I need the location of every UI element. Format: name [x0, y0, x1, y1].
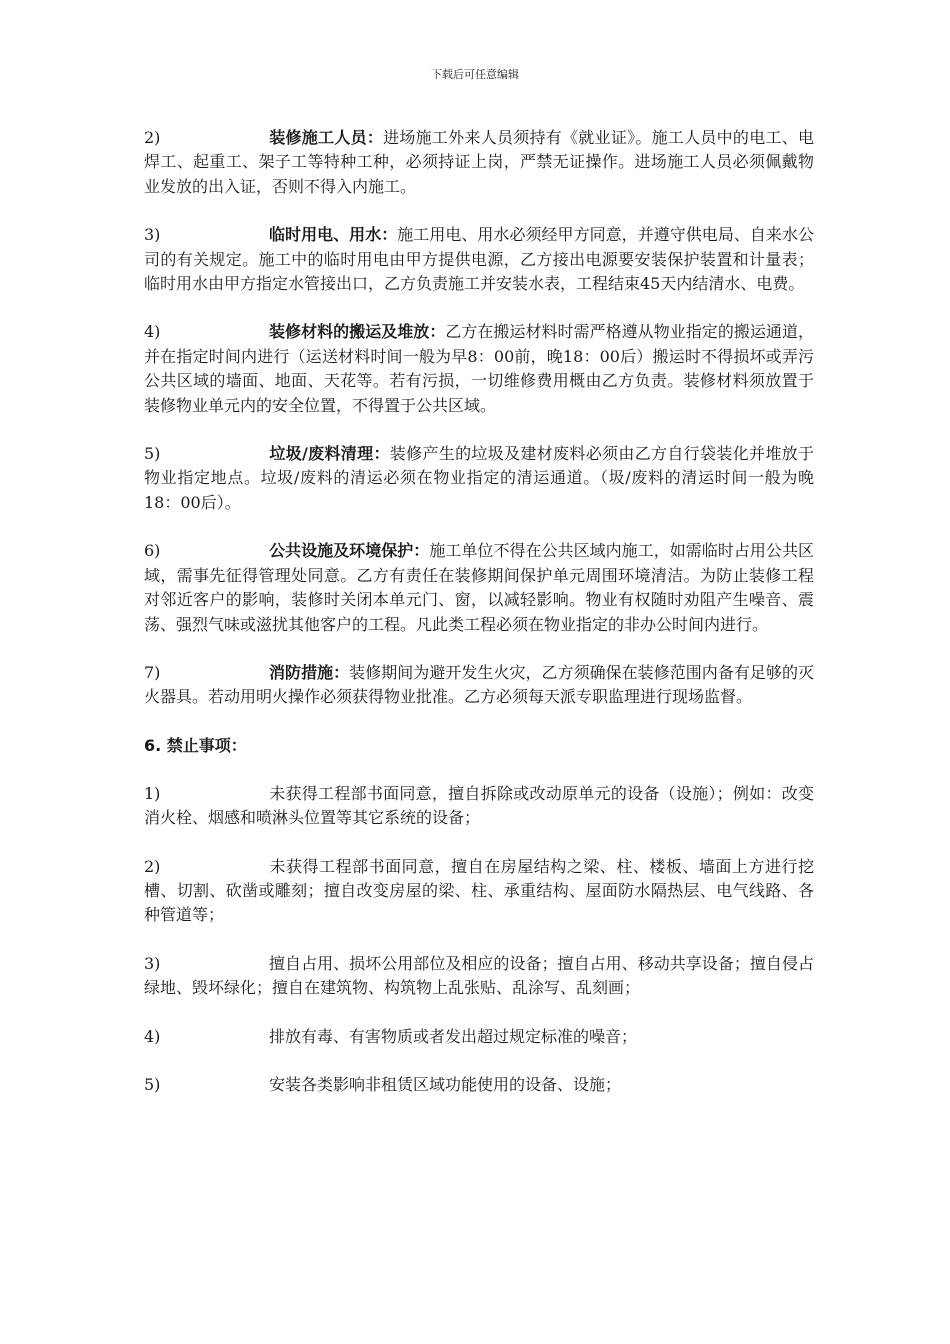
clause-title: 垃圾/废料清理：	[269, 444, 390, 464]
clause-number: 6)	[144, 541, 161, 561]
prohibition-1	[144, 782, 814, 831]
clause-4	[144, 320, 814, 418]
clause-number: 3)	[144, 225, 161, 245]
clause-number: 4)	[144, 322, 161, 342]
prohibition-text: 未获得工程部书面同意，擅自在房屋结构之梁、柱、楼板、墙面上方进行挖槽、切割、砍凿或雕刻；擅自改变房屋的梁、柱、承重结构、屋面防水隔热层、电气线路、各种管道等；	[144, 856, 814, 925]
clause-text: 乙方在搬运材料时需严格遵从物业指定的搬运通道，并在指定时间内进行（运送材料时间一般为早8：00前，晚18：00后）搬运时不得损坏或弄污公共区域的墙面、地面、天花等。若有污损，一切维修费用概由乙方负责。装修材料须放置于装修物业单元内的安全位置，不得置于公共区域。	[144, 322, 814, 415]
clause-title: 装修材料的搬运及堆放：	[269, 322, 446, 342]
clause-text: 装修产生的垃圾及建材废料必须由乙方自行袋装化并堆放于物业指定地点。垃圾/废料的清运必须在物业指定的清运通道。（圾/废料的清运时间一般为晚18：00后）。	[144, 444, 814, 512]
clause-number: 2)	[144, 128, 161, 147]
prohibition-text: 排放有毒、有害物质或者发出超过规定标准的噪音；	[269, 1026, 638, 1046]
clause-3	[144, 223, 814, 296]
prohibition-text: 擅自占用、损坏公用部位及相应的设备；擅自占用、移动共享设备；擅自侵占绿地、毁坏绿化；擅自在建筑物、构筑物上乱张贴、乱涂写、乱刻画；	[144, 953, 814, 998]
prohibition-text: 安装各类影响非租赁区域功能使用的设备、设施；	[269, 1074, 622, 1094]
clause-2	[144, 126, 814, 199]
clause-text: 装修期间为避开发生火灾，乙方须确保在装修范围内备有足够的灭火器具。若动用明火操作必须获得物业批准。乙方必须每天派专职监理进行现场监督。	[144, 662, 814, 707]
clause-text: 进场施工外来人员须持有《就业证》。施工人员中的电工、电焊工、起重工、架子工等特种工种，必须持证上岗，严禁无证操作。进场施工人员必须佩戴物业发放的出入证，否则不得入内施工。	[144, 128, 814, 196]
prohibition-number: 3)	[144, 953, 161, 973]
document-body	[144, 126, 814, 1121]
clause-title: 消防措施：	[269, 662, 350, 682]
clause-title: 装修施工人员：	[269, 128, 384, 147]
prohibition-5	[144, 1073, 814, 1097]
prohibition-number: 4)	[144, 1026, 161, 1046]
clause-7	[144, 661, 814, 710]
prohibition-number: 1)	[144, 783, 161, 803]
section-heading: 6. 禁止事项：	[144, 735, 247, 755]
clause-number: 7)	[144, 662, 161, 682]
clause-text: 施工单位不得在公共区域内施工，如需临时占用公共区域，需事先征得管理处同意。乙方有责任在装修期间保护单元周围环境清洁。为防止装修工程对邻近客户的影响，装修时关闭本单元门、窗，以减轻影响。物业有权随时劝阻产生噪音、震荡、强烈气味或滋扰其他客户的工程。凡此类工程必须在物业指定的非办公时间内进行。	[144, 541, 814, 634]
clause-5	[144, 442, 814, 515]
clause-title: 临时用电、用水：	[269, 225, 398, 245]
prohibition-2	[144, 855, 814, 928]
prohibition-4	[144, 1025, 814, 1049]
prohibition-3	[144, 952, 814, 1001]
prohibition-number: 2)	[144, 856, 161, 876]
page-header: 下载后可任意编辑	[431, 68, 519, 81]
prohibition-number: 5)	[144, 1074, 161, 1094]
clause-number: 5)	[144, 444, 161, 464]
prohibition-text: 未获得工程部书面同意，擅自拆除或改动原单元的设备（设施）；例如：改变消火栓、烟感和喷淋头位置等其它系统的设备；	[144, 783, 814, 828]
clause-title: 公共设施及环境保护：	[269, 541, 430, 561]
clause-6	[144, 539, 814, 637]
clause-text: 施工用电、用水必须经甲方同意，并遵守供电局、自来水公司的有关规定。施工中的临时用电由甲方提供电源，乙方接出电源要安装保护装置和计量表；临时用水由甲方指定水管接出口，乙方负责施工并安装水表，工程结束45天内结清水、电费。	[144, 225, 814, 294]
